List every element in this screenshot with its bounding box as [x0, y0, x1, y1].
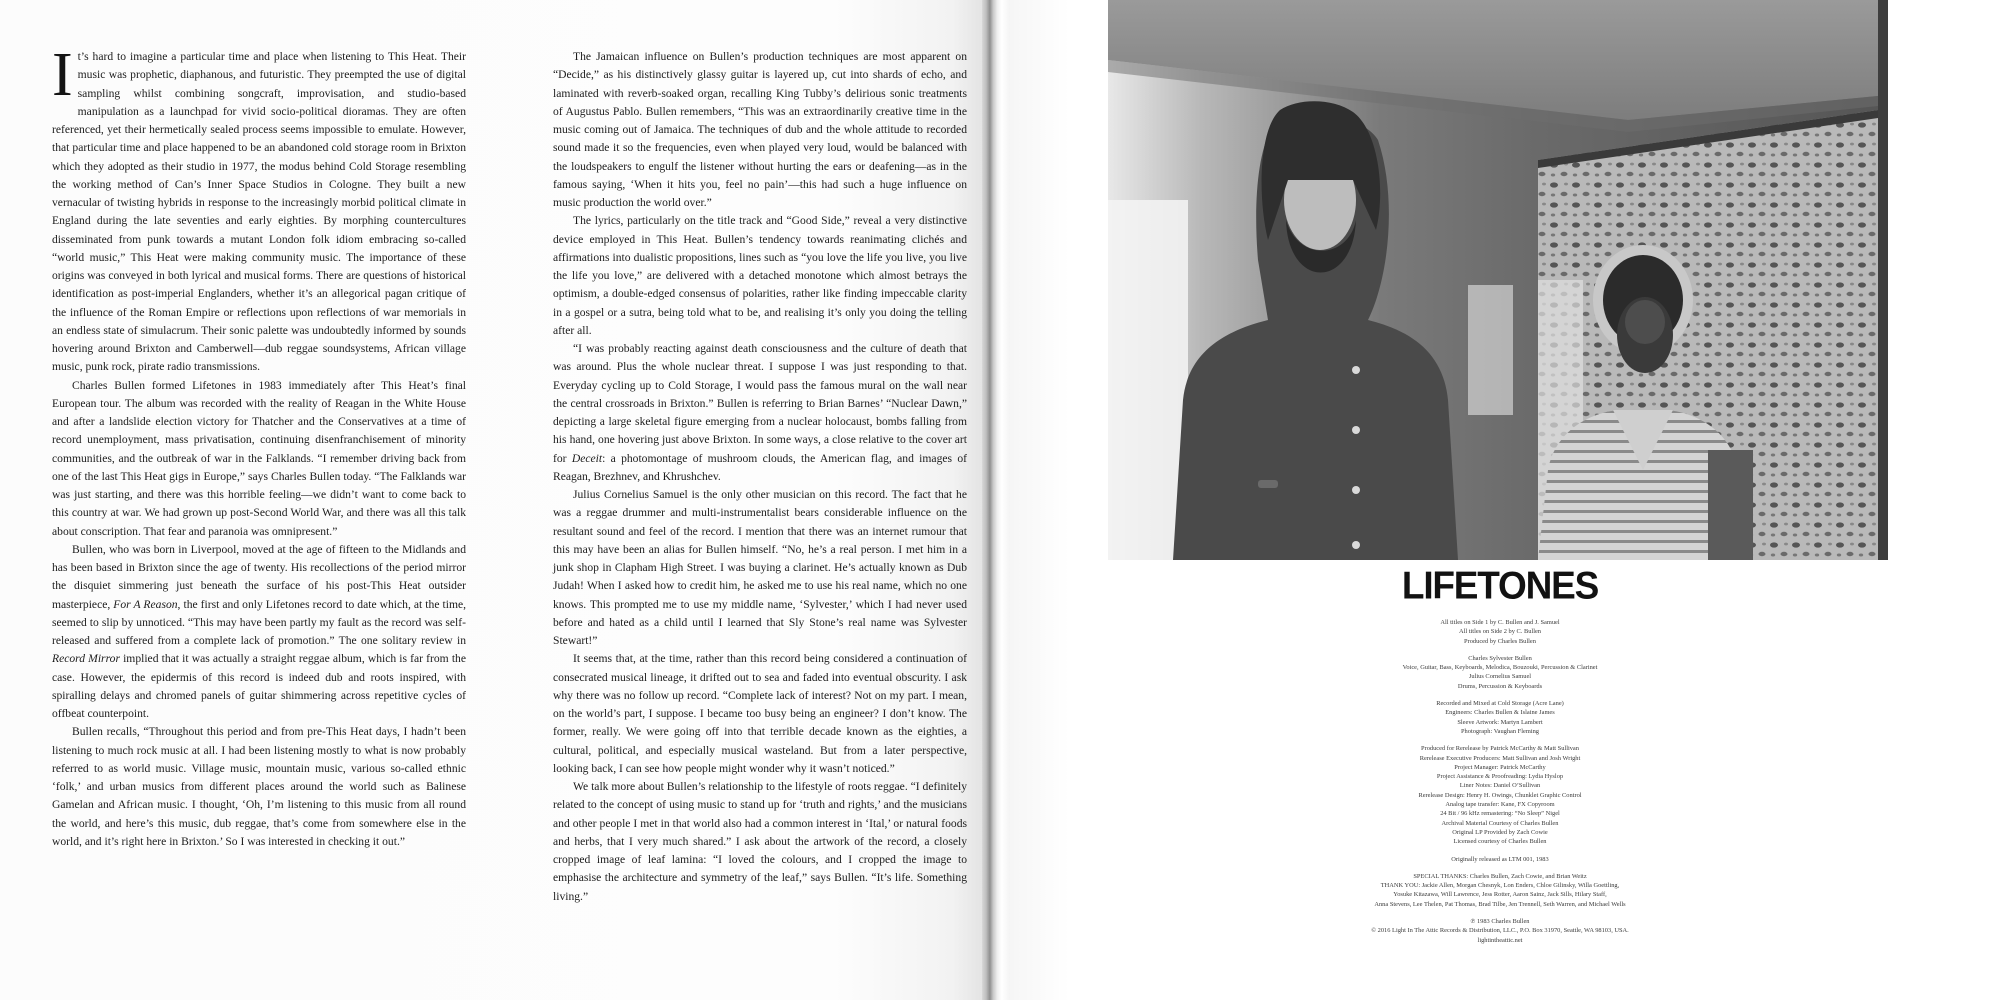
credit-line: SPECIAL THANKS: Charles Bullen, Zach Cowie, and Brian Weitz: [1413, 872, 1587, 880]
credit-line: 24 Bit / 96 kHz remastering: “No Sleep” Nigel: [1440, 810, 1560, 818]
article-paragraph: Charles Bullen formed Lifetones in 1983 immediately after This Heat’s final European tour. The album was recorded with the reality of Reagan in the White House and after a landslide election victory for Thatcher and the Conservatives at a time of record unemployment, mass privatisation, continuing disenfranchisement of minority communities, and the outbreak of war in the Falklands. “I remember driving back from one of the last This Heat gigs in Europe,” says Charles Bullen today. “The Falklands war was just starting, and there was this horrible feeling—we didn’t want to come back to this country at war. We had grown up post-Second World War, and there was all this talk about conscription. That fear and paranoia was omnipresent.”: [52, 378, 466, 538]
italic-title: For A Reason: [113, 597, 178, 611]
band-photo: [1108, 0, 1888, 560]
credit-line: Recorded and Mixed at Cold Storage (Acre Lane): [1436, 700, 1564, 708]
credit-block: [1290, 618, 1710, 646]
credit-line: Produced by Charles Bullen: [1464, 637, 1536, 645]
article-paragraph: Julius Cornelius Samuel is the only other musician on this record. The fact that he was a reggae drummer and multi-instrumentalist bears considerable influence on the resultant sound and feel of the record. I mention that there was an internet rumour that this may have been an alias for Bullen himself. “No, he’s a real person. I met him in a junk shop in Clapham High Street. I was buying a clarinet. He’s actually known as Dub Judah! When I asked how to credit him, he asked me to use his real name, which no one knows. This prompted me to use my middle name, ‘Sylvester,’ which I had never used before and hated as a child until I learned that Sly Stone’s real name was Sylvester Stewart!”: [553, 488, 967, 647]
credit-line: Original LP Provided by Zach Cowie: [1452, 828, 1548, 836]
article-paragraph: Bullen, who was born in Liverpool, moved at the age of fifteen to the Midlands and has been based in Brixton since the age of twenty. His recollections of the period mirror the disquiet simmering just beneath the surface of his post-This Heat outsider masterpiece, For A Reason, the first and only Lifetones record to date which, at the time, seemed to slip by unnoticed. “This may have been partly my fault as the record was self-released and suffered from a complete lack of promotion.” The one solitary review in Record Mirror implied that it was actually a straight reggae album, which is far from the case. However, the epidermis of this record is indeed dub and roots inspired, with spiralling delays and chromed panels of guitar shimmering across repetitive cycles of offbeat counterpoint.: [52, 542, 467, 720]
credit-block: [1290, 855, 1710, 864]
article-paragraph: We talk more about Bullen’s relationship to the lifestyle of roots reggae. “I definitely related to the concept of using music to stand up for ‘truth and rights,’ and the musicians and other people I met in that world also had a common interest in ‘Ital,’ or natural foods and herbs, that I very much shared.” I ask about the artwork of the record, a closely cropped image of leaf lamina: “I loved the colours, and I cropped the image to emphasise the architecture and symmetry of the leaf,” says Bullen. “It’s life. Something living.”: [553, 780, 967, 903]
credit-line: All titles on Side 1 by C. Bullen and J. Samuel: [1440, 619, 1560, 626]
credit-line: Liner Notes: Daniel O’Sullivan: [1459, 782, 1541, 790]
credit-line: Engineers: Charles Bullen & Islaine James: [1445, 709, 1555, 717]
credit-line: Julius Cornelius Samuel: [1468, 673, 1532, 681]
credit-line: Project Assistance & Proofreading: Lydia Hyslop: [1436, 773, 1564, 781]
band-photo-image: [1108, 0, 1888, 560]
drop-cap: I: [52, 41, 73, 109]
article-paragraph: “I was probably reacting against death consciousness and the culture of death that was around. Plus the whole nuclear threat. I suppose I was just responding to that. Everyday cycling up to Cold Storage, I would pass the famous mural on the wall near the central crossroads in Brixton.” Bullen is referring to Brian Barnes’ “Nuclear Dawn,” depicting a large skeletal figure emerging from a nuclear holocaust, bombs falling from his hand, one hovering just above Brixton. In some ways, a close relative to the cover art for Deceit: a photomontage of mushroom clouds, the American flag, and images of Reagan, Brezhnev, and Khrushchev.: [553, 342, 967, 483]
text-column-1: [52, 41, 467, 851]
credit-line: Rerelease Design: Henry H. Owings, Chunklet Graphic Control: [1418, 791, 1582, 799]
credit-block: [1290, 872, 1710, 909]
credit-line: Voice, Guitar, Bass, Keyboards, Melodica, Bouzouki, Percussion & Clarinet: [1402, 664, 1598, 672]
article-paragraph: It’s hard to imagine a particular time and place when listening to This Heat. Their music was prophetic, diaphanous, and futuristic. They preempted the use of digital sampling whilst combining songcraft, improvisation, and studio-based manipulation as a launchpad for vivid socio-political dioramas. They are often referenced, yet their hermetically sealed process seems impossible to emulate. However, that particular time and place happened to be an abandoned cold storage room in Brixton which they adopted as their studio in 1977, the modus behind Cold Storage resembling the working method of Can’s Inner Space Studios in Cologne. They built a new vernacular of twisting hybrids in response to the increasingly morbid political climate in England during the late seventies and early eighties. By morphing countercultures disseminated from punk towards a mutant London folk idiom embracing so-called “world music,” This Heat were making community music. The importance of these origins was conveyed in both lyrical and musical forms. There are questions of historical identification as post-imperial Englanders, whether it’s an allegorical pagan critique of the influence of the Roman Empire or reflections upon reflections of war memorials in an endless state of simulacrum. Their sonic palette was undoubtedly informed by sounds hovering around Brixton and Camberwell—dub reggae soundsystems, African village music, punk rock, pirate radio transmissions.: [52, 41, 466, 374]
credit-line: Anna Stevens, Lee Thelen, Pat Thomas, Brad Tilbe, Jen Trennell, Seth Warren, and Michael Wells: [1374, 900, 1626, 908]
text-column-2: [553, 48, 967, 906]
credit-block: [1290, 744, 1710, 846]
credit-block: [1290, 917, 1710, 945]
credit-line: Licensed courtesy of Charles Bullen: [1453, 838, 1547, 846]
article-paragraph: It seems that, at the time, rather than this record being considered a continuation of consecrated musical lineage, it drifted out to sea and faded into eventual obscurity. I ask why there was no follow up record. “Complete lack of interest? Not on my part. I mean, on the world’s part, I suppose. I became too busy being an engineer? I don’t know. The former, really. We were going off into that terrible decade known as the eighties, a cultural, political, and especially musical wasteland. But from a later perspective, looking back, I can see how people might wonder why it wasn’t noticed.”: [553, 652, 967, 775]
credit-blocks: [1290, 618, 1710, 945]
album-credits: [1290, 563, 1710, 945]
credit-line: Charles Sylvester Bullen: [1468, 654, 1532, 662]
credit-line: Originally released as LTM 001, 1983: [1451, 855, 1549, 863]
italic-title: Record Mirror: [52, 652, 120, 666]
article-paragraph: Bullen recalls, “Throughout this period and from pre-This Heat days, I hadn’t been listening to much rock music at all. I had been listening mostly to what is now probably referred to as world music. Village music, mountain music, various so-called ethnic ‘folk,’ and urban musics from different places around the world such as Balinese Gamelan and African music. I thought, ‘Oh, I’m listening to this music from all round the world, and here’s this music, dub reggae, that’s come from somewhere else in the world, and it’s right here in Brixton.’ So I was interested in checking it out.”: [52, 725, 466, 848]
credit-line: Rerelease Executive Producers: Matt Sullivan and Josh Wright: [1419, 754, 1581, 762]
left-page: [0, 0, 982, 1000]
credit-block: [1290, 654, 1710, 691]
credit-line: Sleeve Artwork: Martyn Lambert: [1457, 718, 1543, 726]
credit-line: © 2016 Light In The Attic Records & Distribution, LLC., P.O. Box 31970, Seattle, WA 98103, USA.: [1371, 927, 1629, 935]
photo-border: [1878, 0, 1888, 560]
credit-line: lightintheattic.net: [1477, 936, 1523, 944]
credit-line: Project Manager: Patrick McCarthy: [1454, 763, 1546, 771]
credit-line: Produced for Rerelease by Patrick McCarthy & Matt Sullivan: [1421, 745, 1579, 753]
credit-line: ℗ 1983 Charles Bullen: [1470, 918, 1530, 926]
right-page: [1010, 0, 2000, 1000]
credit-line: All titles on Side 2 by C. Bullen: [1458, 628, 1541, 636]
credit-line: Archival Material Courtesy of Charles Bullen: [1441, 819, 1559, 827]
credit-line: Drums, Percussion & Keyboards: [1457, 682, 1543, 690]
page-gutter: [982, 0, 1010, 1000]
article-paragraph: The lyrics, particularly on the title track and “Good Side,” reveal a very distinctive device employed in This Heat. Bullen’s tendency towards reanimating clichés and affirmations into dualistic propositions, lines such as “you love the life you live, you live the life you love,” are delivered with a detached monotone which almost betrays the optimism, a double-edged consensus of polarities, rather like finding impeccable clarity in a gospel or a sutra, being told what to be, and realising it’s only you doing the telling after all.: [553, 214, 967, 337]
credit-line: Photograph: Vaughan Fleming: [1461, 727, 1539, 735]
credit-line: Yosuke Kitazawa, Will Lawrence, Jess Rotter, Aaron Sainz, Jack Sills, Hilary Staff,: [1393, 891, 1607, 899]
band-title: LIFETONES: [1401, 563, 1599, 607]
credit-block: [1290, 699, 1710, 736]
article-paragraph: The Jamaican influence on Bullen’s production techniques are most apparent on “Decide,” as his distinctively glassy guitar is layered up, cut into shards of echo, and laminated with reverb-soaked organ, recalling King Tubby’s delirious sonic treatments of Augustus Pablo. Bullen remembers, “This was an extraordinarily creative time in the music coming out of Jamaica. The techniques of dub and the whole attitude to recorded sound made it so the frequencies, even when played very loud, would be balanced with the loudspeakers to engulf the listener without hurting the ears or deafening—as in the famous saying, ‘When it hits you, feel no pain’—this had such a huge influence on music production the world over.”: [553, 50, 967, 209]
italic-title: Deceit: [571, 451, 603, 465]
credit-line: Analog tape transfer: Kane, FX Copyroom: [1445, 801, 1555, 809]
credit-line: THANK YOU: Jackie Allen, Morgan Chesnyk, Lon Enders, Chloe Gilinsky, Willa Goettling,: [1380, 882, 1620, 890]
